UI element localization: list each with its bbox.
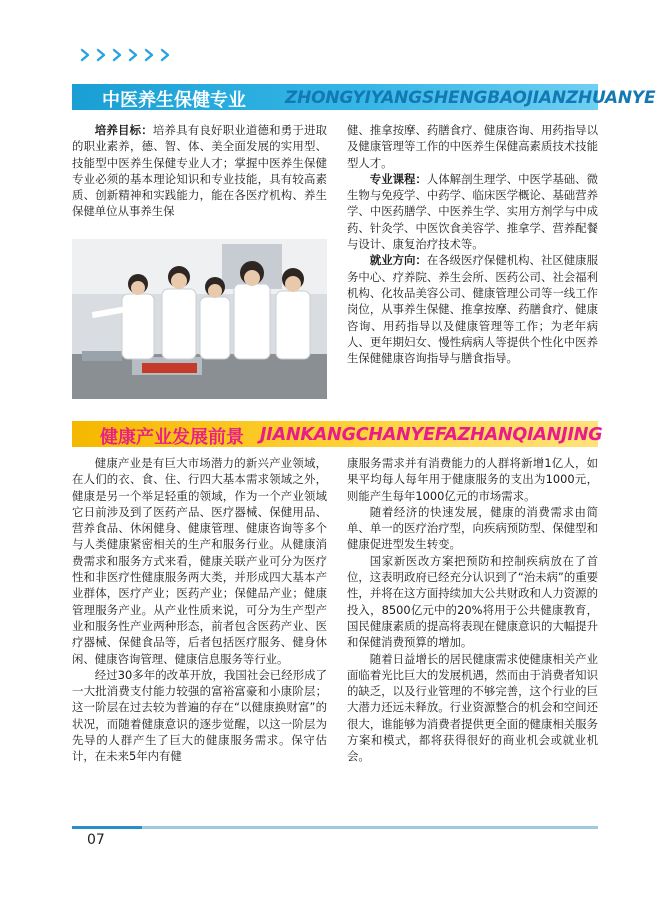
- paragraph: 随着日益增长的居民健康需求使健康相关产业面临着光比巨大的发展机遇，然而由于消费者知识的缺乏，以及行业管理的不够完善，这个行业的巨大潜力还远未释放。行业资源整合的机会和空间还很大，谁能够为消费者提供更全面的健康相关服务方案和模式，都将获得很好的商业机会或就业机会。: [347, 651, 598, 764]
- students-in-kitchen-photo: [72, 239, 327, 399]
- section1-right-column: [347, 122, 598, 366]
- paragraph: 经过30多年的改革开放，我国社会已经形成了一大批消费支付能力较强的富裕富豪和小康阶层；这一阶层在过去较为普遍的存在“以健康换财富”的状况，而随着健康意识的逐步觉醒，以这一阶层为先导的人群产生了巨大的健康服务需求。保守估计，在未来5年内有健: [72, 667, 327, 764]
- section-banner-tcm: [72, 84, 656, 111]
- section2-left-column: [72, 455, 327, 765]
- double-chevron-icon: [80, 48, 176, 62]
- footer-divider: [72, 826, 598, 829]
- paragraph: 健康产业是有巨大市场潜力的新兴产业领域，在人们的衣、食、住、行四大基本需求领域之外，健康是另一个举足轻重的领域，作为一个产业领域它日前涉及到了医药产品、医疗器械、保健用品、营养食品、休闲健身、健康管理、健康咨询等多个与人类健康紧密相关的生产和服务行业。从健康消费需求和服务方式来看，健康关联产业可分为医疗性和非医疗性健康服务两大类，并形成四大基本产业群体，医疗产业；医药产业；保健品产业；健康管理服务产业。从产业性质来说，可分为生产型产业和服务性产业两种形态，前者包含医药产业、医疗器械、保健食品等，后者包括医疗服务、健身休闲、健康咨询管理、健康信息服务等行业。: [72, 456, 327, 666]
- section2-right-column: [347, 455, 598, 765]
- header-chevrons: [80, 48, 176, 62]
- training-goal-label: 培养目标：: [94, 123, 153, 137]
- employment-label: 就业方向：: [369, 253, 427, 268]
- course-body: 人体解剖生理学、中医学基础、微生物与免疫学、中药学、临床医学概论、基础营养学、中医药膳学、中医养生学、实用方剂学与中成药、针灸学、中医饮食美容学、推拿学、营养配餐与设计、康复治疗技术等。: [347, 171, 598, 252]
- paragraph: 国家新医改方案把预防和控制疾病放在了首位，这表明政府已经充分认识到了“治未病”的重要性，并将在这方面持续加大公共财政和人力资源的投入，8500亿元中的20%将用于公共健康教育，国民健康素质的提高将表现在健康意识的大幅提升和保健消费预算的增加。: [347, 553, 599, 650]
- paragraph: 随着经济的快速发展，健康的消费需求由简单、单一的医疗治疗型，向疾病预防型、保健型和健康促进型发生转变。: [347, 504, 598, 552]
- section-title: 健康产业发展前景: [100, 427, 244, 448]
- section-title-pinyin: JIANKANGCHANYEFAZHANQIANJING: [260, 425, 603, 445]
- section-title-pinyin: ZHONGYIYANGSHENGBAOJIANZHUANYE: [285, 88, 656, 108]
- section-title: 中医养生保健专业: [102, 90, 246, 111]
- employment-body: 在各级医疗保健机构、社区健康服务中心、疗养院、养生会所、医药公司、社会福利机构、化妆品美容公司、健康管理公司等一线工作岗位，从事养生保健、推拿按摩、药膳食疗、健康咨询、用药指导以及健康管理等工作；为老年病人、更年期妇女、慢性病病人等提供个性化中医养生保健健康咨询指导与膳食指导。: [347, 253, 598, 366]
- section-banner-health-industry: [72, 421, 603, 448]
- training-goal-text: [72, 122, 327, 220]
- paragraph: 康服务需求并有消费能力的人群将新增1亿人，如果平均每人每年用于健康服务的支出为1000元，则能产生每年1000亿元的市场需求。: [347, 456, 598, 503]
- career-continued-text: 健、推拿按摩、药膳食疗、健康咨询、用药指导以及健康管理等工作的中医养生保健高素质技术技能型人才。: [347, 123, 598, 170]
- page-number: 07: [87, 832, 105, 848]
- course-label: 专业课程：: [369, 171, 427, 186]
- training-goal-body: 培养具有良好职业道德和勇于进取的职业素养，德、智、体、美全面发展的实用型、技能型中医养生保健专业人才；掌握中医养生保健专业必须的基本理论知识和专业技能，具有较高素质、创新精神和实践能力，能在各医疗机构、养生保健单位从事养生保: [72, 123, 327, 219]
